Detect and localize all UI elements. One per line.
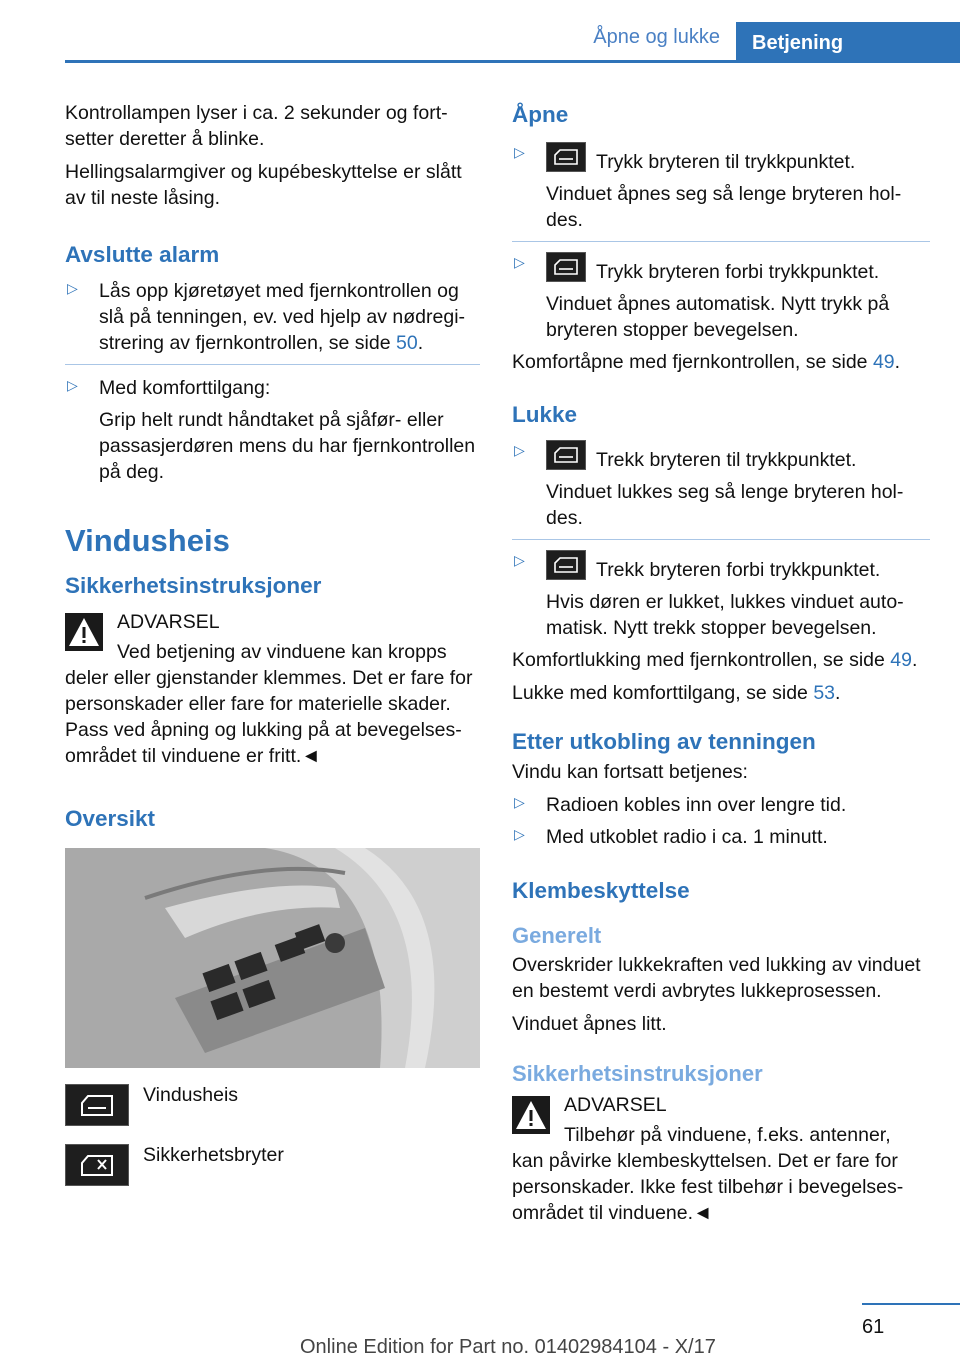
page-link[interactable]: 49 [872, 351, 895, 373]
divider [65, 364, 480, 365]
list-item [512, 440, 930, 531]
right-column: Åpne ▷ Trykk bryteren til trykkpunktet. Vinduet åpnes seg så lenge bryteren holdes. ▷ Trykk bryteren forbi trykkpunktet. Vinduet åpnes automatisk. Nytt trykk på bryteren stopper bevegelsen. Komfortåpne med fjernkontrollen, se side 49. Lukke ▷ Trekk bryteren til trykkpunktet. Vinduet lukkes seg så lenge bryteren holdes. ▷ Trekk bryteren forbi trykkpunktet. Hvis døren er lukket, lukkes vinduet automatisk. Nytt trekk stopper bevegelsen. Komfortlukking med fjernkontrollen, se side 49. Lukke med komforttilgang, se side 53. Etter utkobling av tenningen Vindu kan fortsatt betjenes: ▷ Radioen kobles inn over lengre tid. ▷ Med utkoblet radio i ca. 1 minutt. Klembeskyttelse Generelt Overskrider lukkekraften ved lukking av vinduet en bestemt verdi avbrytes lukkeprosessen. Vinduet åpnes litt. Sikkerhetsinstruksjoner ADVARSEL Tilbehør på vinduene, f.eks. antenner, kan påvirke klembeskyttelsen. Det er fare for personskader. Ikke fest tilbehør i bevegelsesområdet til vinduene.◄ [512, 100, 930, 1233]
triangle-bullet-icon: ▷ [514, 552, 525, 568]
legend-item [65, 1144, 480, 1186]
list-item-text: Trekk bryteren til trykkpunktet. [596, 449, 857, 471]
paragraph-text: Vinduet åpnes litt. [512, 1013, 667, 1035]
intro-paragraph-2: Hellingsalarmgiver og kupébeskyttelse er slått av til neste låsing. [65, 161, 462, 209]
paragraph-text: Lukke med komforttilgang, se side [512, 682, 814, 704]
paragraph-text: Overskrider lukkekraften ved lukking av vinduet en bestemt verdi avbrytes lukkeprosessen. [512, 954, 921, 1002]
triangle-bullet-icon: ▷ [514, 144, 525, 160]
list-item [65, 375, 480, 485]
list-item [512, 824, 930, 850]
triangle-bullet-icon: ▷ [514, 826, 525, 842]
heading-apne: Åpne [512, 102, 569, 127]
list-item: ▷ Lås opp kjøretøyet med fjernkontrollen og slå på tenningen, ev. ved hjelp av nødregistrering av fjernkontrollen, se side 50. [67, 280, 466, 354]
warning-icon [512, 1096, 550, 1134]
intro-paragraph-1: Kontrollampen lyser i ca. 2 sekunder og fortsetter deretter å blinke. [65, 102, 448, 150]
chapter-tab: Betjening [736, 22, 960, 62]
triangle-bullet-icon: ▷ [514, 794, 525, 810]
page-header [0, 0, 960, 62]
safety-switch-icon [65, 1144, 129, 1186]
heading-generelt: Generelt [512, 923, 602, 948]
list-item-text: Med komforttilgang: [99, 377, 271, 399]
warning-block [512, 1092, 930, 1148]
warning-label: ADVARSEL [564, 1094, 667, 1116]
list-item-subtext: Grip helt rundt håndtaket på sjåfør- eller passasjerdøren mens du har fjernkontrollen på deg. [99, 409, 476, 483]
list-item [512, 252, 930, 343]
page-link[interactable]: 49 [890, 649, 912, 671]
list-item-subtext: Hvis døren er lukket, lukkes vinduet automatisk. Nytt trekk stopper bevegelsen. [546, 591, 904, 639]
triangle-bullet-icon: ▷ [67, 280, 78, 296]
legend-label: Sikkerhetsbryter [143, 1144, 284, 1166]
door-switch-photo [65, 848, 480, 1068]
window-switch-icon [546, 142, 586, 172]
door-panel-image [65, 848, 480, 1068]
warning-text-start: Ved betjening av vinduene kan kropps [117, 641, 447, 663]
footer-rule [862, 1303, 960, 1305]
warning-icon [65, 613, 103, 651]
legend-item [65, 1084, 480, 1126]
heading-oversikt: Oversikt [65, 806, 156, 831]
page-link[interactable]: 50 [395, 332, 418, 354]
legend-label: Vindusheis [143, 1084, 239, 1106]
heading-sikkerhetsinstruksjoner: Sikkerhetsinstruksjoner [65, 573, 322, 598]
section-title: Åpne og lukke [593, 26, 720, 48]
list-item [512, 142, 930, 233]
list-item-subtext: Vinduet åpnes seg så lenge bryteren holdes. [546, 183, 902, 231]
list-item-subtext: Vinduet åpnes automatisk. Nytt trykk på bryteren stopper bevegelsen. [546, 293, 890, 341]
paragraph-text: Komfortlukking med fjernkontrollen, se side [512, 649, 891, 671]
triangle-bullet-icon: ▷ [67, 377, 78, 393]
warning-label: ADVARSEL [117, 611, 220, 633]
list-item-text: Radioen kobles inn over lengre tid. [546, 794, 847, 816]
divider [512, 241, 930, 242]
heading-klembeskyttelse: Klembeskyttelse [512, 878, 690, 903]
left-column [65, 100, 480, 1204]
header-rule [65, 60, 960, 63]
heading-avslutte-alarm: Avslutte alarm [65, 242, 220, 267]
footer-edition: Online Edition for Part no. 01402984104 - X/17 [300, 1336, 716, 1358]
warning-text: deler eller gjenstander klemmes. Det er fare for personskader eller fare for materielle skader. Pass ved åpning og lukking på at bevegelsesområdet til vinduene er fritt.◄ [65, 667, 473, 767]
heading-sikkerhetsinstruksjoner-2: Sikkerhetsinstruksjoner [512, 1061, 763, 1086]
window-switch-icon [546, 440, 586, 470]
warning-text-start: Tilbehør på vinduene, f.eks. antenner, [564, 1124, 891, 1146]
heading-lukke: Lukke [512, 402, 578, 427]
list-item-text: Trykk bryteren til trykkpunktet. [596, 151, 856, 173]
page-link[interactable]: 53 [813, 682, 836, 704]
window-switch-icon [546, 252, 586, 282]
list-item [512, 550, 930, 641]
list-item-text: Lås opp kjøretøyet med fjernkontrollen og slå på tenningen, ev. ved hjelp av nødregistrering av fjernkontrollen, se side [99, 280, 466, 354]
warning-text: kan påvirke klembeskyttelsen. Det er fare for personskader. Ikke fest tilbehør i bevegelsesområdet til vinduene.◄ [512, 1150, 904, 1224]
list-item-text: Trykk bryteren forbi trykkpunktet. [596, 261, 880, 283]
divider [512, 539, 930, 540]
triangle-bullet-icon: ▷ [514, 254, 525, 270]
heading-vindusheis: Vindusheis [65, 523, 230, 558]
list-item [512, 792, 930, 818]
page-number: 61 [862, 1316, 885, 1338]
list-item-text: Med utkoblet radio i ca. 1 minutt. [546, 826, 828, 848]
window-switch-icon [65, 1084, 129, 1126]
list-item-subtext: Vinduet lukkes seg så lenge bryteren holdes. [546, 481, 904, 529]
triangle-bullet-icon: ▷ [514, 442, 525, 458]
heading-etter-utkobling: Etter utkobling av tenningen [512, 729, 816, 754]
list-item-text: Trekk bryteren forbi trykkpunktet. [596, 559, 881, 581]
paragraph-text: Komfortåpne med fjernkontrollen, se side [512, 351, 873, 373]
warning-block [65, 609, 480, 665]
paragraph-text: Vindu kan fortsatt betjenes: [512, 761, 748, 783]
window-switch-icon [546, 550, 586, 580]
